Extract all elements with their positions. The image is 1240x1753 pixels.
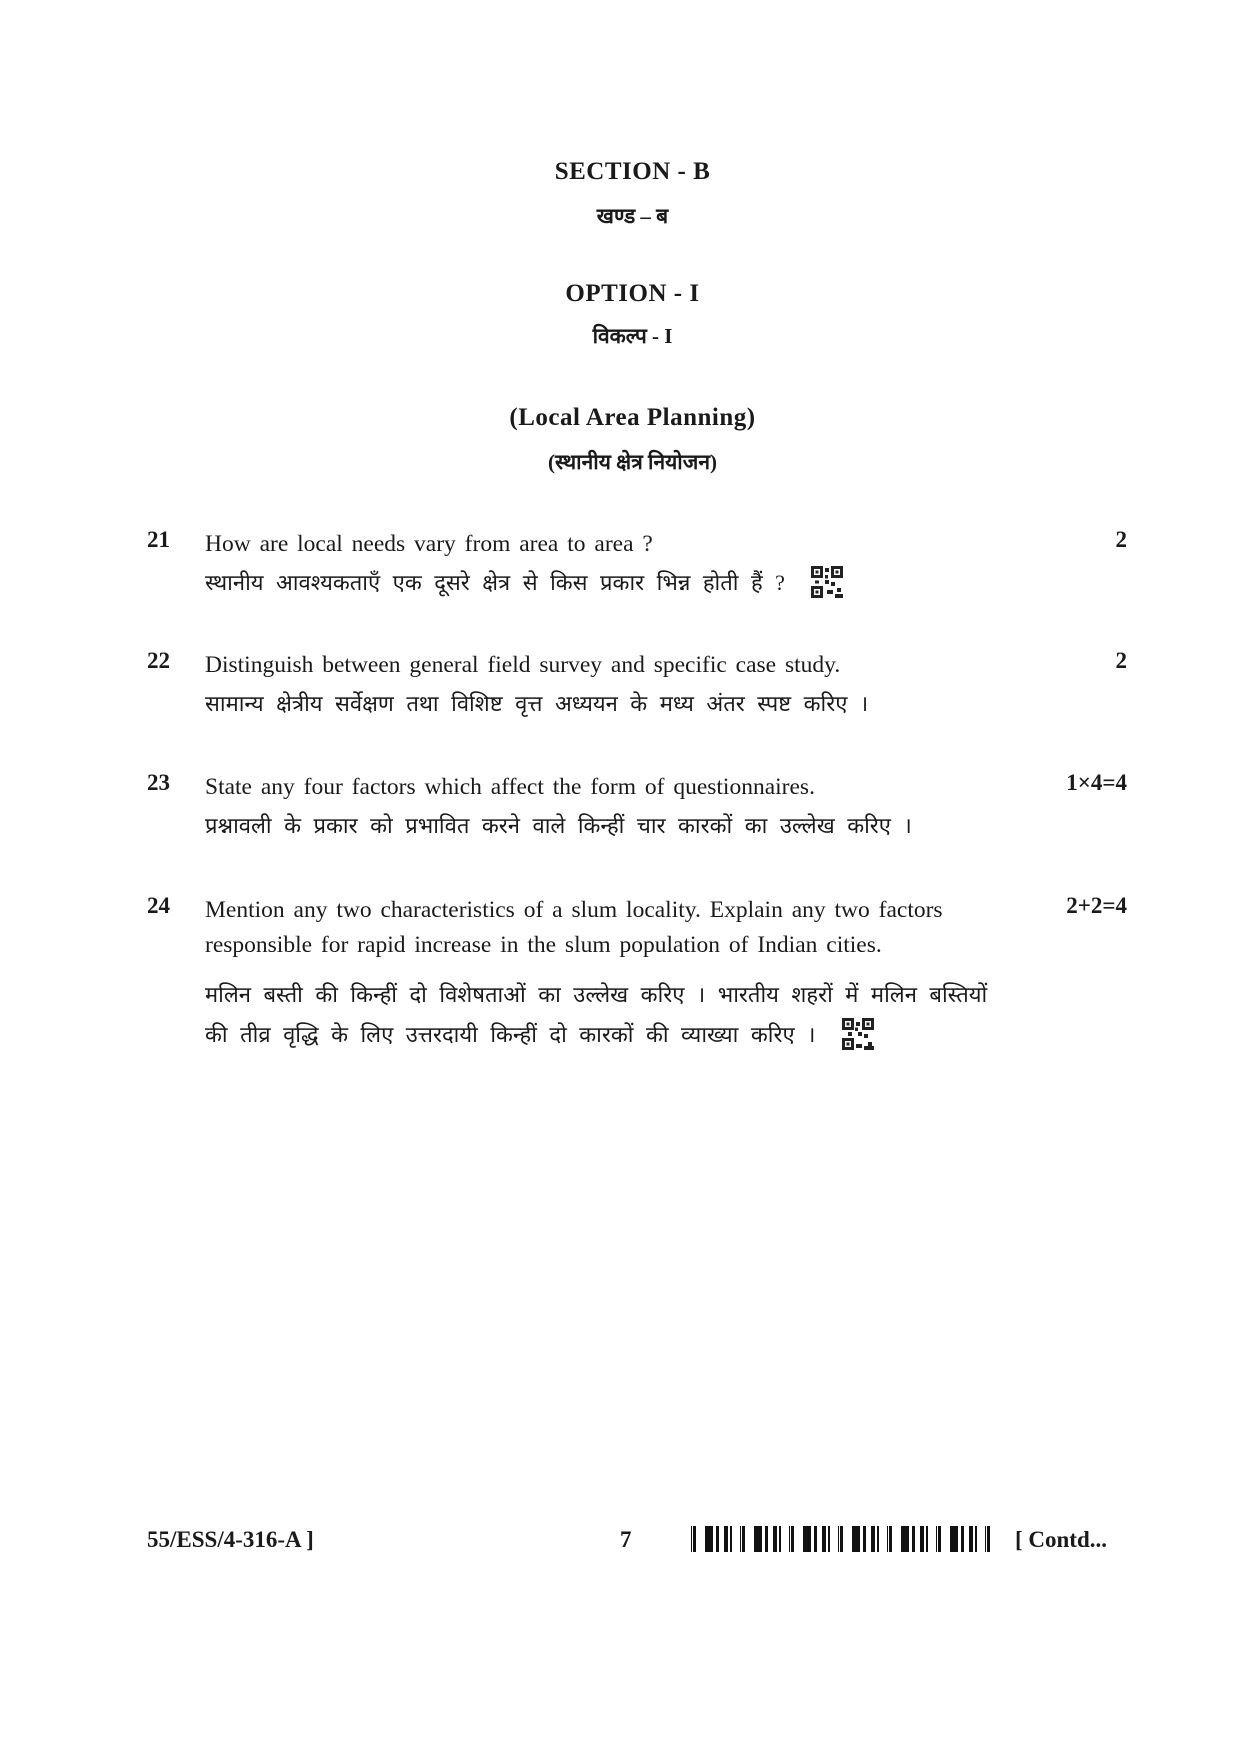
question-text-en: How are local needs vary from area to area ? (205, 531, 653, 557)
continued-label: [ Contd... (1015, 1527, 1108, 1552)
question-number: 23 (147, 770, 170, 795)
section-title-hindi: खण्ड – ब (596, 204, 669, 228)
question-21 (147, 527, 1127, 607)
question-text-en: State any four factors which affect the form of questionnaires. (205, 774, 815, 800)
question-text-hi-line1: मलिन बस्ती की किन्हीं दो विशेषताओं का उल्लेख करिए । भारतीय शहरों में मलिन बस्तियों (205, 982, 988, 1007)
topic-title: (Local Area Planning) (509, 404, 756, 431)
question-text-hi: सामान्य क्षेत्रीय सर्वेक्षण तथा विशिष्ट वृत्त अध्ययन के मध्य अंतर स्पष्ट करिए । (205, 691, 869, 716)
question-marks: 2 (1115, 527, 1127, 552)
question-text-hi-row (205, 1015, 874, 1063)
option-title-hindi: विकल्प - I (592, 324, 673, 348)
question-24 (147, 893, 1127, 1063)
question-text-en: Mention any two characteristics of a slum locality. Explain any two factors responsible for rapid increase in the slum population of Indian cities. (205, 897, 943, 958)
question-text-hi: स्थानीय आवश्यकताएँ एक दूसरे क्षेत्र से किस प्रकार भिन्न होती हैं ? (205, 570, 785, 595)
question-text-hi: प्रश्नावली के प्रकार को प्रभावित करने वाले किन्हीं चार कारकों का उल्लेख करिए । (205, 813, 912, 838)
option-title: OPTION - I (565, 280, 700, 307)
question-marks: 2 (1115, 648, 1127, 673)
question-marks: 2+2=4 (1066, 893, 1127, 918)
question-number: 24 (147, 893, 170, 918)
question-23 (147, 770, 1127, 850)
question-22 (147, 648, 1127, 728)
page-number: 7 (620, 1527, 632, 1552)
question-text-hi-line2: की तीव्र वृद्धि के लिए उत्तरदायी किन्हीं दो कारकों की व्याख्या करिए । (205, 1022, 816, 1047)
paper-code: 55/ESS/4-316-A ] (147, 1527, 314, 1552)
qr-code-icon (811, 566, 843, 611)
qr-code-icon (842, 1018, 874, 1063)
section-title: SECTION - B (554, 158, 711, 185)
question-marks: 1×4=4 (1066, 770, 1127, 795)
question-text-hi-row (205, 563, 843, 611)
question-text-en: Distinguish between general field survey and specific case study. (205, 652, 841, 678)
topic-title-hindi: (स्थानीय क्षेत्र नियोजन) (548, 450, 717, 474)
barcode-icon (690, 1526, 1000, 1552)
question-number: 21 (147, 527, 170, 552)
question-number: 22 (147, 648, 170, 673)
